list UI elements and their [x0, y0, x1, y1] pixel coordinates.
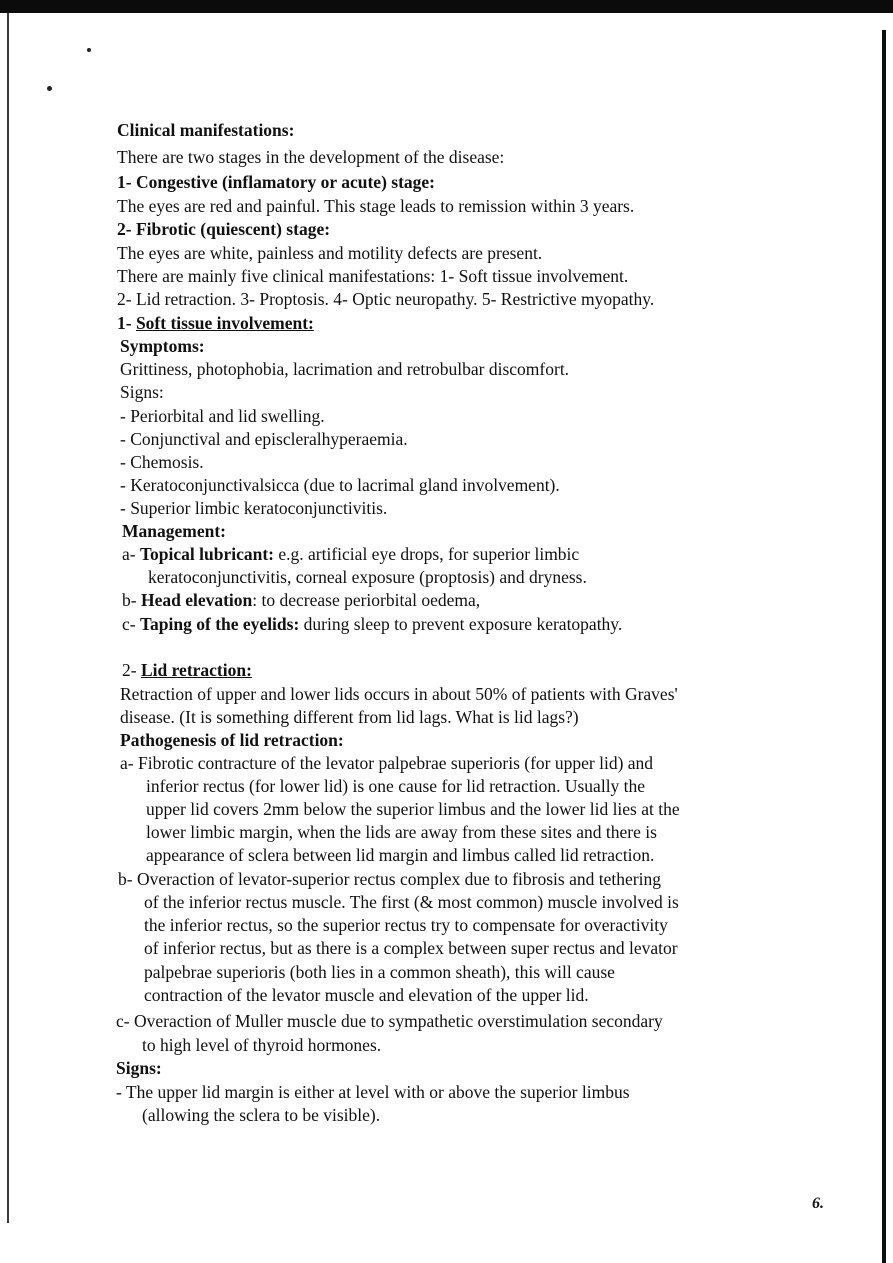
text-run: There are mainly five clinical manifestations: 1- Soft tissue involvement. — [117, 266, 629, 286]
text-line — [146, 821, 657, 843]
text-run: The eyes are red and painful. This stage leads to remission within 3 years. — [117, 196, 635, 216]
text-run: a- — [122, 544, 140, 564]
text-run: to high level of thyroid hormones. — [142, 1035, 382, 1055]
text-run: Grittiness, photophobia, lacrimation and retrobulbar discomfort. — [120, 359, 570, 379]
text-line — [146, 775, 645, 797]
text-run: inferior rectus (for lower lid) is one cause for lid retraction. Usually the — [146, 776, 646, 796]
text-line — [146, 798, 680, 820]
text-run: - Keratoconjunctivalsicca (due to lacrimal gland involvement). — [120, 475, 560, 495]
text-run: of inferior rectus, but as there is a complex between super rectus and levator — [144, 938, 678, 958]
text-line — [144, 984, 589, 1006]
text-run: the inferior rectus, so the superior rectus try to compensate for overactivity — [144, 915, 668, 935]
text-line — [120, 752, 653, 774]
text-run: Head elevation — [140, 590, 253, 610]
text-line — [117, 119, 294, 141]
text-line — [122, 589, 480, 611]
text-run: 2- Fibrotic (quiescent) stage: — [117, 219, 331, 239]
text-line — [122, 613, 622, 635]
text-line — [120, 428, 408, 450]
text-run: 1- — [117, 313, 136, 333]
text-run: of the inferior rectus muscle. The first (& most common) muscle involved is — [144, 892, 679, 912]
text-line — [120, 683, 678, 705]
text-run: contraction of the levator muscle and elevation of the upper lid. — [144, 985, 589, 1005]
text-line — [116, 1057, 162, 1079]
text-line — [116, 1010, 663, 1032]
text-run: during sleep to prevent exposure keratopathy. — [299, 614, 623, 634]
text-line — [148, 566, 587, 588]
text-line — [120, 497, 387, 519]
text-run: lower limbic margin, when the lids are away from these sites and there is — [146, 822, 657, 842]
text-run: 2- Lid retraction. 3- Proptosis. 4- Optic neuropathy. 5- Restrictive myopathy. — [117, 289, 655, 309]
text-run: The eyes are white, painless and motility defects are present. — [117, 243, 543, 263]
text-line — [146, 844, 654, 866]
text-line — [120, 335, 205, 357]
text-run: Taping of the eyelids: — [139, 614, 300, 634]
text-run: - Periorbital and lid swelling. — [120, 406, 325, 426]
text-line — [120, 474, 560, 496]
text-line — [144, 891, 679, 913]
text-run: e.g. artificial eye drops, for superior limbic — [274, 544, 580, 564]
text-line — [142, 1034, 381, 1056]
text-line — [118, 868, 661, 890]
text-line — [144, 937, 678, 959]
text-run: Lid retraction: — [140, 660, 252, 680]
text-run: appearance of sclera between lid margin and limbus called lid retraction. — [146, 845, 655, 865]
text-run: - The upper lid margin is either at level with or above the superior limbus — [116, 1082, 630, 1102]
text-run: Soft tissue involvement: — [135, 313, 314, 333]
text-line — [120, 381, 164, 403]
text-run: Retraction of upper and lower lids occurs in about 50% of patients with Graves' — [120, 684, 678, 704]
text-run: - Superior limbic keratoconjunctivitis. — [120, 498, 388, 518]
text-line — [117, 195, 634, 217]
text-line — [120, 706, 579, 728]
text-line — [117, 265, 628, 287]
text-run: Signs: — [116, 1058, 162, 1078]
text-run: upper lid covers 2mm below the superior limbus and the lower lid lies at the — [146, 799, 680, 819]
text-run: Signs: — [120, 382, 164, 402]
text-run: 1- Congestive (inflamatory or acute) stage: — [117, 172, 435, 192]
text-line — [117, 242, 542, 264]
text-run: b- Overaction of levator-superior rectus complex due to fibrosis and tethering — [118, 869, 661, 889]
text-line — [117, 218, 330, 240]
text-run: Pathogenesis of lid retraction: — [120, 730, 344, 750]
text-run: There are two stages in the development of the disease: — [117, 147, 505, 167]
text-run: b- — [122, 590, 141, 610]
text-run: keratoconjunctivitis, corneal exposure (proptosis) and dryness. — [148, 567, 587, 587]
text-run: a- Fibrotic contracture of the levator palpebrae superioris (for upper lid) and — [120, 753, 654, 773]
text-run: c- — [122, 614, 140, 634]
text-line — [120, 405, 325, 427]
text-run: 2- — [122, 660, 141, 680]
text-run: - Chemosis. — [120, 452, 204, 472]
text-line — [122, 520, 226, 542]
text-run: c- Overaction of Muller muscle due to sympathetic overstimulation secondary — [116, 1011, 663, 1031]
text-line — [117, 312, 314, 334]
text-line — [117, 288, 654, 310]
page-number: 6. — [812, 1195, 824, 1212]
text-run: Clinical manifestations: — [117, 120, 295, 140]
text-line — [117, 146, 504, 168]
text-line — [120, 729, 344, 751]
text-run: - Conjunctival and episcleralhyperaemia. — [120, 429, 408, 449]
text-run: (allowing the sclera to be visible). — [142, 1105, 381, 1125]
text-line — [122, 659, 252, 681]
text-line — [144, 961, 615, 983]
text-line — [144, 914, 668, 936]
text-run: palpebrae superioris (both lies in a common sheath), this will cause — [144, 962, 615, 982]
text-line — [120, 358, 569, 380]
text-run: Symptoms: — [120, 336, 205, 356]
text-line — [120, 451, 204, 473]
text-run: Topical lubricant: — [139, 544, 275, 564]
text-line — [122, 543, 579, 565]
text-line — [116, 1081, 630, 1103]
text-run: disease. (It is something different from lid lags. What is lid lags?) — [120, 707, 579, 727]
text-run: Management: — [122, 521, 227, 541]
text-line — [142, 1104, 380, 1126]
text-line — [117, 171, 435, 193]
text-run: : to decrease periorbital oedema, — [252, 590, 481, 610]
